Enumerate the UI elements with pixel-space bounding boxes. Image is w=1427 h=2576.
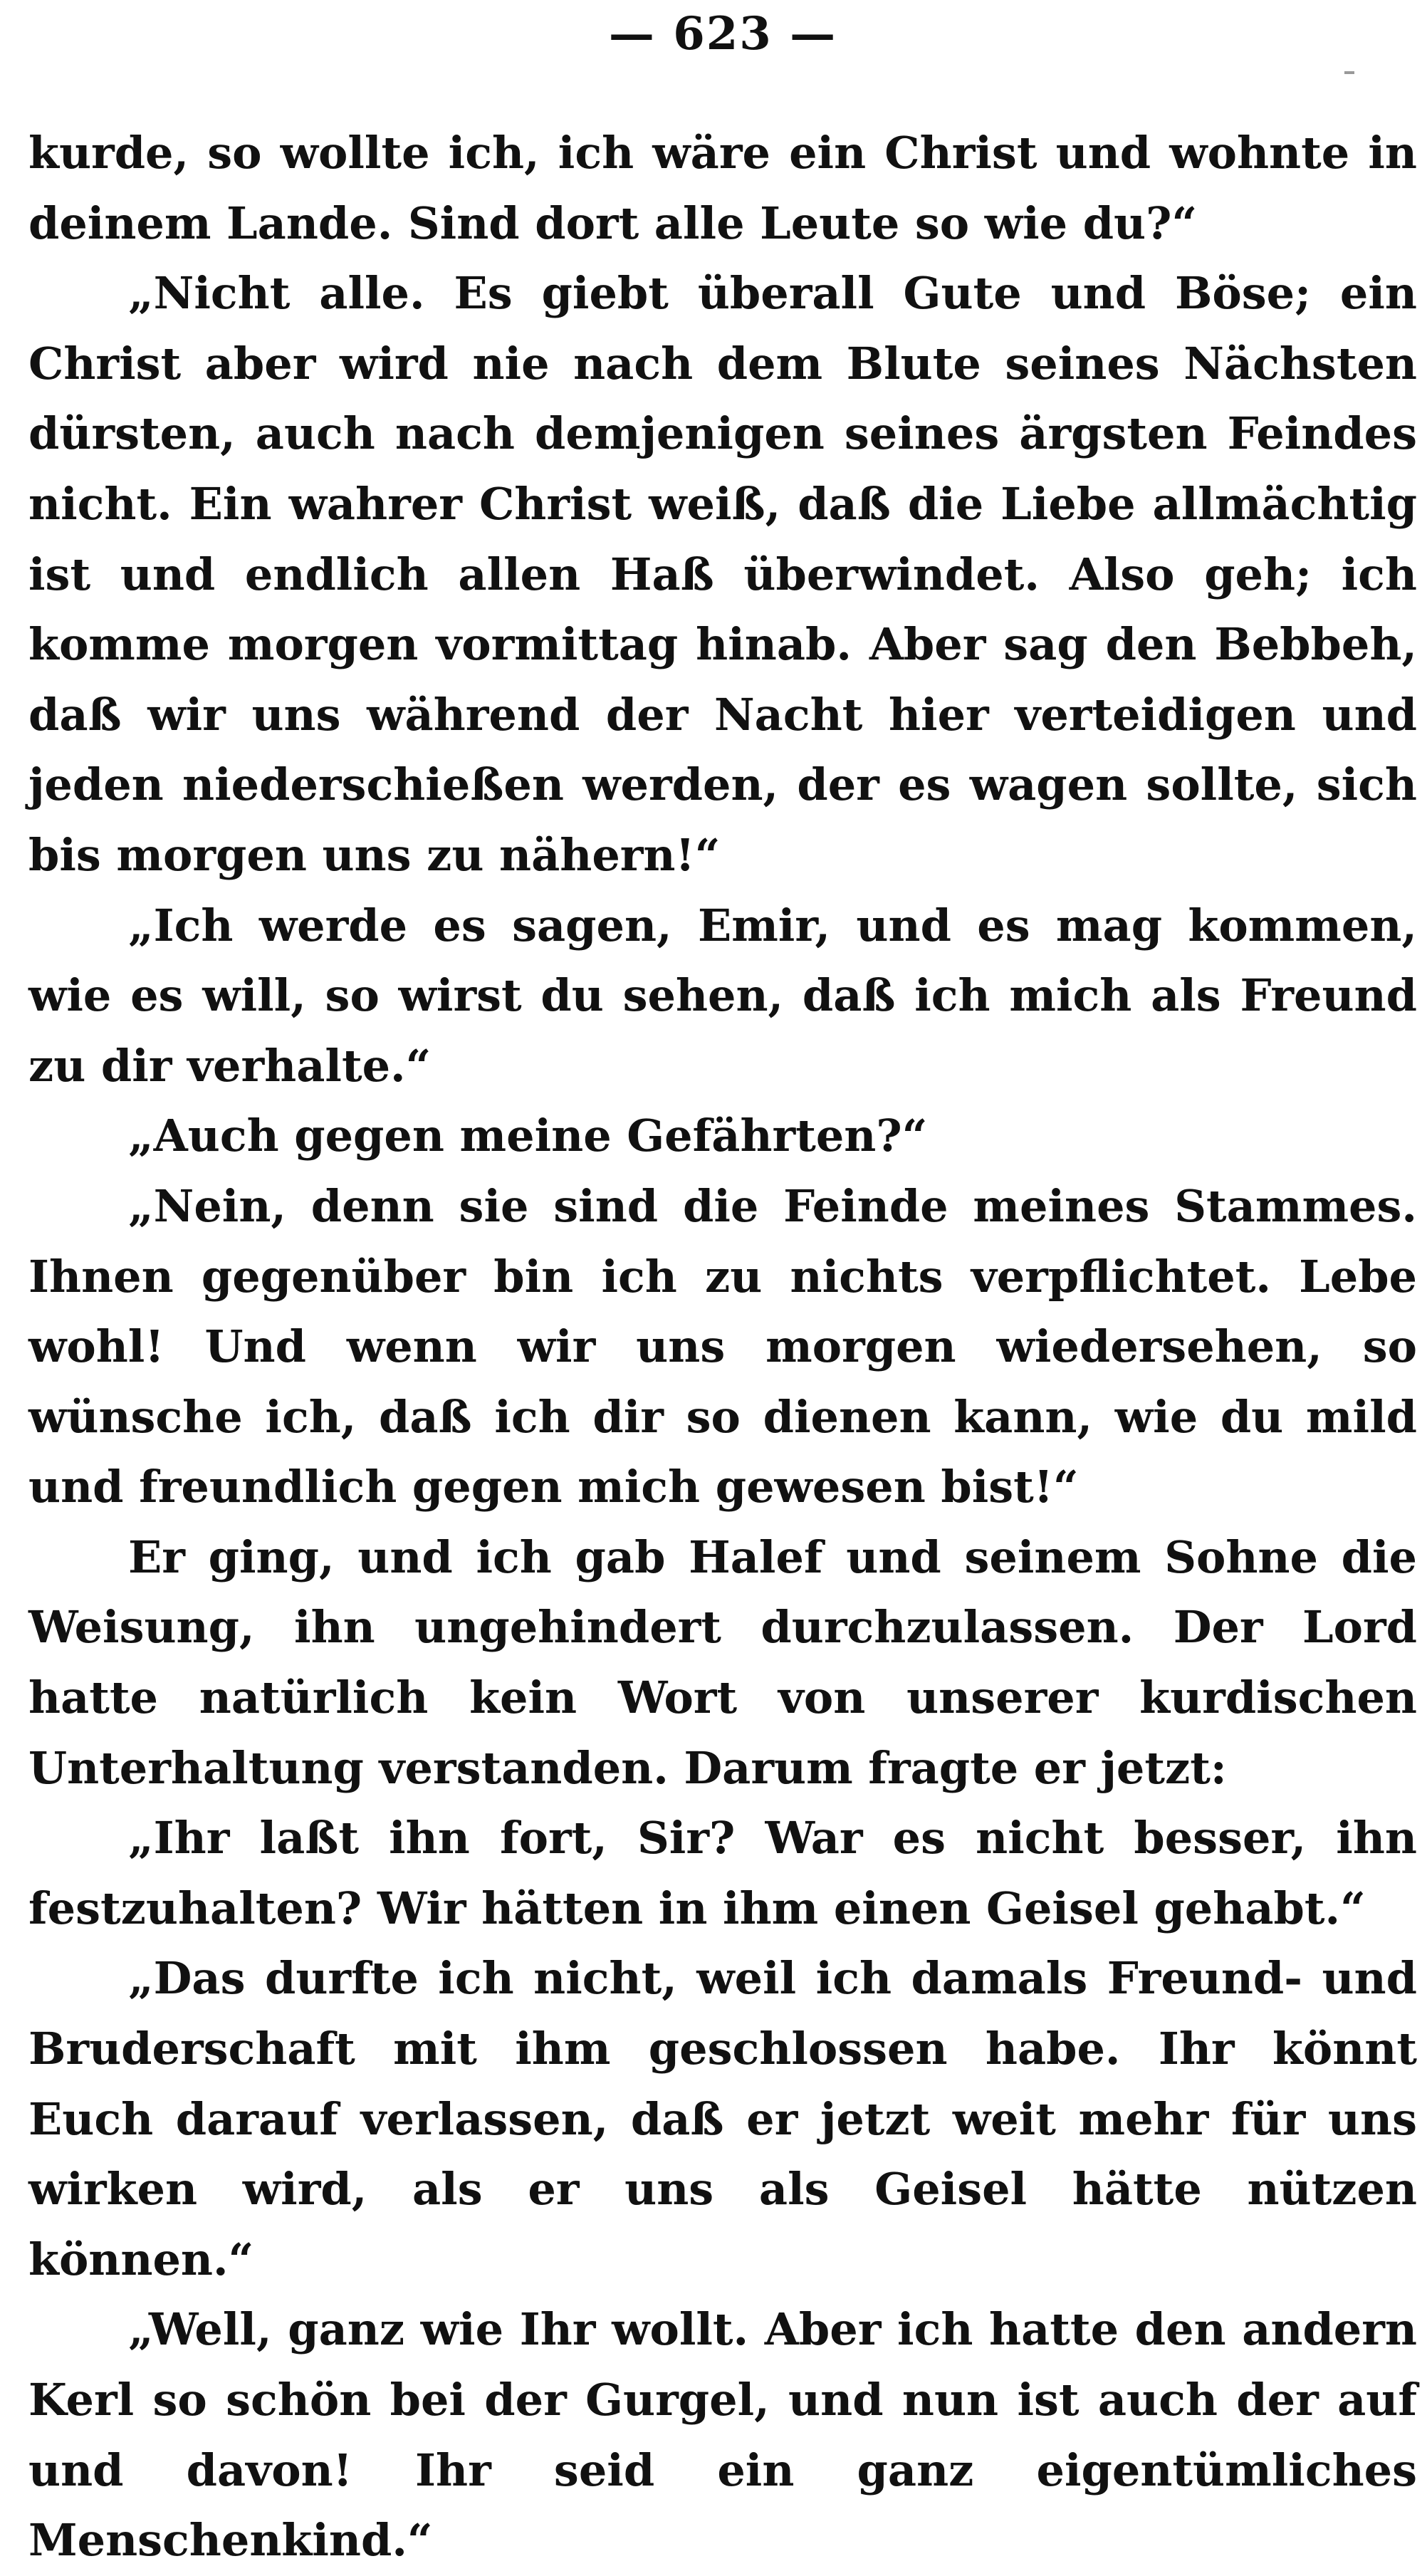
print-speck (1344, 71, 1354, 74)
body-text (28, 118, 1417, 2576)
paragraph: kurde, so wollte ich, ich wäre ein Christ und wohnte in deinem Lande. Sind dort alle Leute so wie du?“ (28, 127, 1417, 249)
paragraph: „Ihr laßt ihn fort, Sir? War es nicht besser, ihn festzuhalten? Wir hätten in ihm einen Geisel gehabt.“ (28, 1812, 1417, 1934)
paragraph: Er ging, und ich gab Halef und seinem Sohne die Weisung, ihn ungehindert durchzulassen. Der Lord hatte natürlich kein Wort von unserer kurdischen Unterhaltung verstanden. Darum fragte er jetzt: (28, 1531, 1417, 1794)
page-number: — 623 — (608, 7, 837, 61)
book-page (28, 0, 1417, 2567)
paragraph: „Nicht alle. Es giebt überall Gute und Böse; ein Christ aber wird nie nach dem Blute seines Nächsten dürsten, auch nach demjenigen seines ärgsten Feindes nicht. Ein wahrer Christ weiß, daß die Liebe allmächtig ist und endlich allen Haß überwindet. Also geh; ich komme morgen vormittag hinab. Aber sag den Bebbeh, daß wir uns während der Nacht hier verteidigen und jeden niederschießen werden, der es wagen sollte, sich bis morgen uns zu nähern!“ (28, 267, 1417, 881)
paragraph: „Well, ganz wie Ihr wollt. Aber ich hatte den andern Kerl so schön bei der Gurgel, und nun ist auch der auf und davon! Ihr seid ein ganz eigentümliches Menschenkind.“ (28, 2303, 1417, 2567)
paragraph: „Nein, denn sie sind die Feinde meines Stammes. Ihnen gegenüber bin ich zu nichts verpflichtet. Lebe wohl! Und wenn wir uns morgen wiedersehen, so wünsche ich, daß ich dir so dienen kann, wie du mild und freundlich gegen mich gewesen bist!“ (28, 1179, 1417, 1513)
paragraph: „Ich werde es sagen, Emir, und es mag kommen, wie es will, so wirst du sehen, daß ich mich als Freund zu dir verhalte.“ (28, 899, 1417, 1092)
paragraph: „Das durfte ich nicht, weil ich damals Freund- und Bruderschaft mit ihm geschlossen habe. Ihr könnt Euch darauf verlassen, daß er jetzt weit mehr für uns wirken wird, als er uns als Geisel hätte nützen können.“ (28, 1952, 1417, 2285)
paragraph: „Auch gegen meine Gefährten?“ (128, 1110, 928, 1162)
